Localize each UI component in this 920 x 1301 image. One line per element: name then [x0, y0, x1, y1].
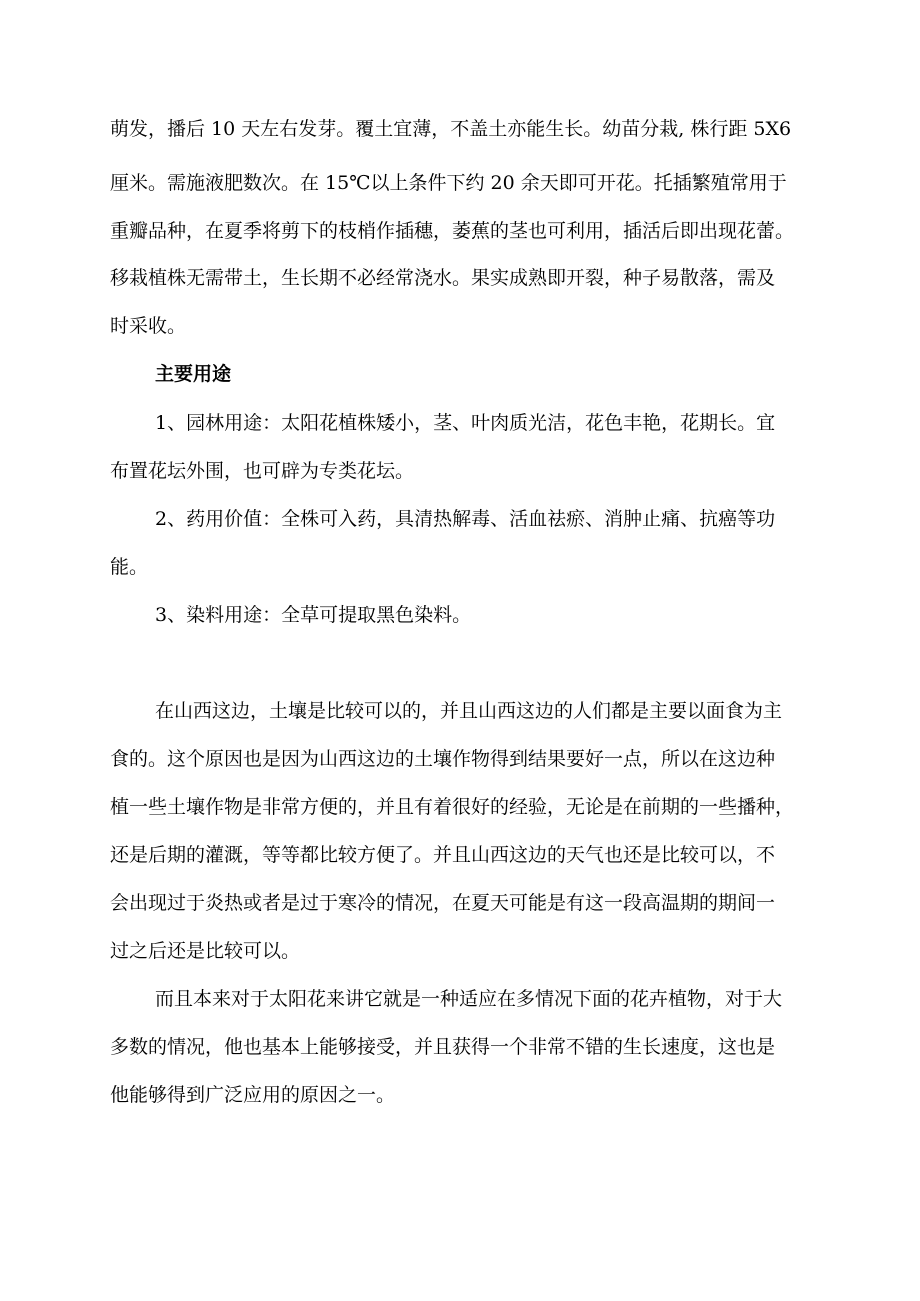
paragraph-2-line-3: 植一些土壤作物是非常方便的，并且有着很好的经验，无论是在前期的一些播种， — [110, 796, 795, 818]
paragraph-1-line-2: 厘米。需施液肥数次。在 15℃以上条件下约 20 余天即可开花。托插繁殖常用于 — [110, 172, 787, 194]
paragraph-1-line-3: 重瓣品种，在夏季将剪下的枝梢作插穗，萎蕉的茎也可利用，插活后即出现花蕾。 — [110, 220, 795, 242]
section-heading: 主要用途 — [155, 363, 232, 385]
use-2-line-2: 能。 — [110, 556, 149, 578]
paragraph-2-line-1: 在山西这边，土壤是比较可以的，并且山西这边的人们都是主要以面食为主 — [155, 700, 783, 722]
use-1-line-2: 布置花坛外围，也可辟为专类花坛。 — [110, 460, 415, 482]
use-2-line-1: 2、药用价值：全株可入药，具清热解毒、活血祛瘀、消肿止痛、抗癌等功 — [155, 508, 776, 530]
paragraph-2-line-2: 食的。这个原因也是因为山西这边的土壤作物得到结果要好一点，所以在这边种 — [110, 748, 776, 770]
paragraph-3-line-2: 多数的情况，他也基本上能够接受，并且获得一个非常不错的生长速度，这也是 — [110, 1036, 776, 1058]
paragraph-1-line-1: 萌发，播后 10 天左右发芽。覆土宜薄，不盖土亦能生长。幼苗分栽, 株行距 5X6 — [110, 118, 792, 140]
paragraph-1-line-5: 时采收。 — [110, 315, 187, 337]
paragraph-3-line-3: 他能够得到广泛应用的原因之一。 — [110, 1084, 396, 1106]
paragraph-1-line-4: 移栽植株无需带土，生长期不必经常浇水。果实成熟即开裂，种子易散落，需及 — [110, 267, 776, 289]
paragraph-2-line-6: 过之后还是比较可以。 — [110, 940, 301, 962]
paragraph-3-line-1: 而且本来对于太阳花来讲它就是一种适应在多情况下面的花卉植物，对于大 — [155, 988, 783, 1010]
use-3-line-1: 3、染料用途：全草可提取黑色染料。 — [155, 604, 472, 626]
use-1-line-1: 1、园林用途：太阳花植株矮小，茎、叶肉质光洁，花色丰艳，花期长。宜 — [155, 412, 776, 434]
paragraph-2-line-4: 还是后期的灌溉，等等都比较方便了。并且山西这边的天气也还是比较可以，不 — [110, 844, 776, 866]
paragraph-2-line-5: 会出现过于炎热或者是过于寒冷的情况，在夏天可能是有这一段高温期的期间一 — [110, 892, 776, 914]
